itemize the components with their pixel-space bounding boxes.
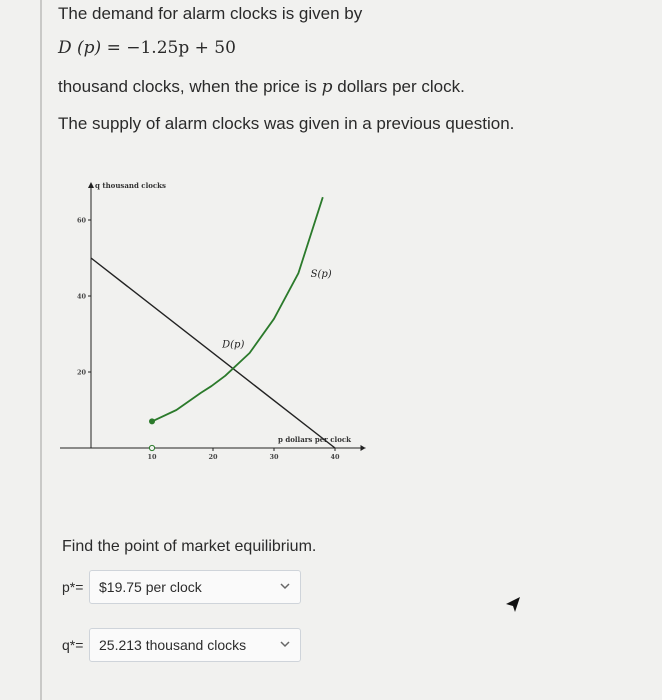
y-tick-label: 60 xyxy=(76,216,86,225)
x-tick-label: 30 xyxy=(269,453,279,461)
mouse-cursor-icon xyxy=(505,596,521,614)
x-tick-label: 40 xyxy=(330,453,340,461)
y-axis-arrow xyxy=(88,182,94,188)
q-star-label: q*= xyxy=(62,637,84,653)
units-before: thousand clocks, when the price is xyxy=(58,77,322,96)
supply-curve xyxy=(152,197,323,421)
x-tick-label: 10 xyxy=(147,453,157,461)
formula-rhs: = −1.25p + 50 xyxy=(106,38,236,58)
units-text xyxy=(58,77,465,97)
units-var: p xyxy=(321,77,333,97)
p-star-dropdown[interactable] xyxy=(89,570,301,604)
supply-start-point xyxy=(149,418,155,424)
p-star-value: $19.75 per clock xyxy=(99,579,202,595)
supply-open-point xyxy=(149,445,154,450)
question-text: Find the point of market equilibrium. xyxy=(62,538,317,555)
x-tick-label: 20 xyxy=(208,453,218,461)
chevron-down-icon xyxy=(279,580,291,592)
units-after: dollars per clock. xyxy=(332,77,465,96)
y-axis-label: q thousand clocks xyxy=(95,181,166,190)
q-star-value: 25.213 thousand clocks xyxy=(99,637,247,653)
chevron-down-icon xyxy=(279,638,291,650)
y-tick-label: 20 xyxy=(76,368,86,377)
demand-curve-label: D(p) xyxy=(222,339,245,351)
intro-text: The demand for alarm clocks is given by xyxy=(58,4,363,23)
formula-lhs: D (p) xyxy=(58,38,102,58)
supply-curve-label: S(p) xyxy=(310,269,332,280)
demand-curve xyxy=(91,258,335,448)
x-axis-label: p dollars per clock xyxy=(278,435,351,444)
q-star-dropdown[interactable] xyxy=(89,628,301,662)
market-chart xyxy=(58,168,378,478)
x-axis-arrow xyxy=(361,445,366,451)
demand-formula xyxy=(58,38,236,58)
chart-svg xyxy=(58,168,378,478)
p-star-label: p*= xyxy=(62,579,84,595)
supply-note: The supply of alarm clocks was given in a previous question. xyxy=(58,114,515,133)
y-tick-label: 40 xyxy=(76,292,86,301)
page-left-border xyxy=(40,0,42,700)
